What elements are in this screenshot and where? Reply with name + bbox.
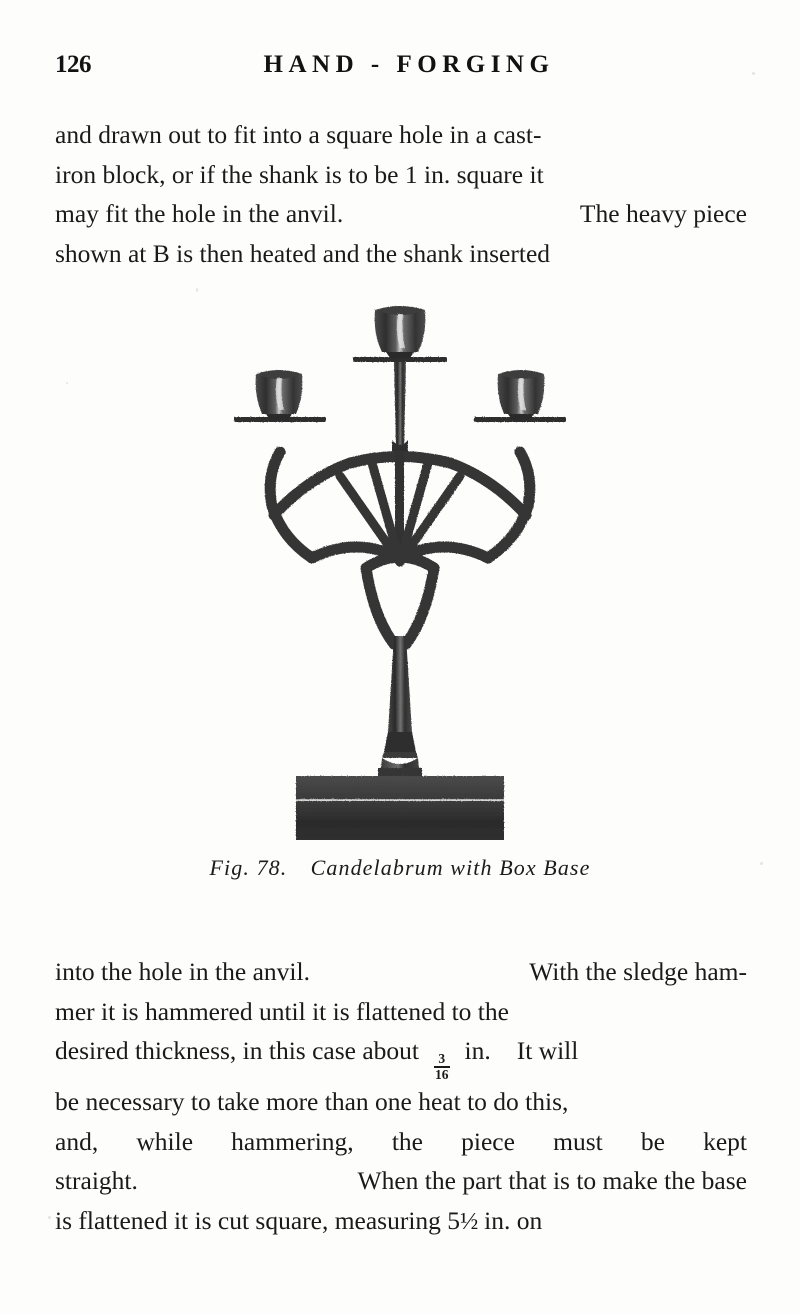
text-segment: desired thickness, in this case about xyxy=(55,1036,419,1065)
candelabrum-illustration xyxy=(220,300,580,840)
text-line: shown at B is then heated and the shank inserted xyxy=(55,238,551,268)
text-line: and drawn out to fit into a square hole in a cast- xyxy=(55,120,542,149)
text-segment: kept xyxy=(703,1126,747,1156)
text-line-with-fraction xyxy=(55,1201,747,1242)
scan-speck xyxy=(66,382,68,384)
text-line xyxy=(55,1161,747,1201)
text-line xyxy=(55,1122,747,1162)
figure-caption xyxy=(0,855,800,881)
fraction-denominator: 16 xyxy=(435,1067,449,1083)
text-segment: The heavy piece xyxy=(579,199,747,228)
text-segment: be xyxy=(640,1126,665,1156)
fraction-three-sixteenths xyxy=(434,1052,450,1082)
text-line xyxy=(55,952,747,992)
text-line-with-fraction xyxy=(55,1031,747,1082)
text-segment: straight. xyxy=(55,1166,138,1196)
text-segment: is flattened it is cut square, measuring 5 xyxy=(55,1205,461,1235)
text-segment: in. xyxy=(464,1036,491,1065)
text-segment: When the part that is to make the base xyxy=(357,1166,747,1196)
caption-title: Candelabrum with Box Base xyxy=(310,855,591,880)
paragraph-top xyxy=(55,115,747,273)
caption-label: Fig. 78. xyxy=(209,855,288,880)
text-line: mer it is hammered until it is flattened to the xyxy=(55,996,509,1026)
figure-candelabrum xyxy=(0,300,800,840)
text-segment: must xyxy=(553,1126,603,1156)
text-segment: piece xyxy=(461,1126,515,1156)
scan-speck xyxy=(752,72,755,75)
running-head-title: HAND - FORGING xyxy=(263,51,555,78)
text-line: be necessary to take more than one heat to do this, xyxy=(55,1087,569,1117)
text-line: iron block, or if the shank is to be 1 in. square it xyxy=(55,159,544,189)
text-segment: into the hole in the anvil. xyxy=(55,957,310,986)
text-line xyxy=(55,194,747,234)
scan-speck xyxy=(48,1216,51,1219)
text-segment: and, xyxy=(55,1126,99,1156)
running-head xyxy=(55,48,745,82)
text-segment: hammering, xyxy=(231,1126,354,1156)
scan-speck xyxy=(196,288,198,292)
text-segment: may fit the hole in the anvil. xyxy=(55,199,344,228)
page-number: 126 xyxy=(55,51,91,78)
text-segment: while xyxy=(136,1126,194,1156)
text-segment: the xyxy=(391,1126,423,1156)
paragraph-bottom xyxy=(55,952,747,1241)
text-segment: in. on xyxy=(477,1205,543,1235)
text-segment: It will xyxy=(516,1036,579,1065)
fraction-one-half: ½ xyxy=(460,1207,478,1235)
fraction-numerator: 3 xyxy=(438,1051,446,1067)
text-segment: With the sledge ham- xyxy=(529,957,747,986)
scan-speck xyxy=(760,862,763,865)
